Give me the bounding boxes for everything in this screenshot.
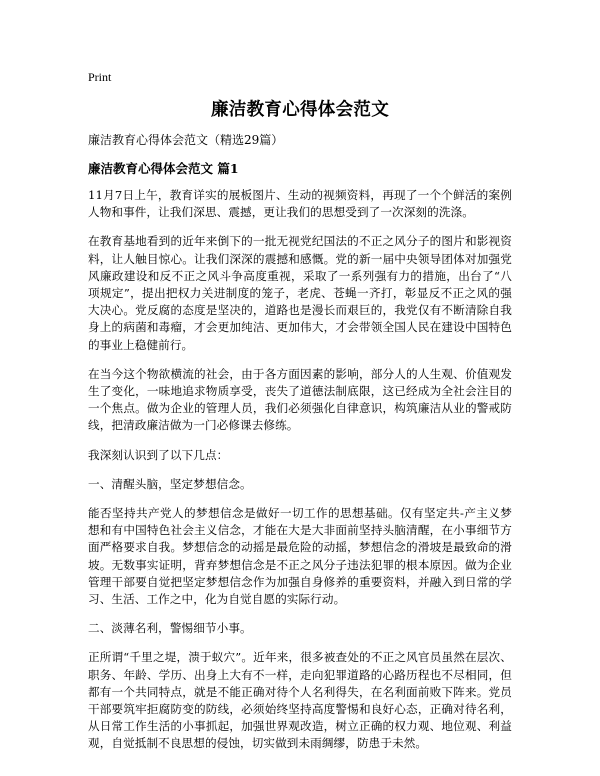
paragraph-point-2: 正所谓“千里之堤，溃于蚁穴”。近年来，很多被查处的不正之风官员虽然在层次、职务、年龄、学历、出身上大有不一样，走向犯罪道路的心路历程也不尽相同，但都有一个共同特点，就是不能正确对待个人名利得失，在名利面前败下阵来。党员干部要筑牢拒腐防变的防线，必须始终坚持高度警惕和良好心态，正确对待名利，从日常工作生活的小事抓起，加强世界观改造，树立正确的权力观、地位观、利益观，自觉抵制不良思想的侵蚀，切实做到未雨绸缪，防患于未然。 — [88, 650, 512, 751]
paragraph-point-1: 能否坚持共产党人的梦想信念是做好一切工作的思想基础。仅有坚定共-产主义梦想和有中国特色社会主义信念，才能在大是大非面前坚持头脑清醒，在小事细节方面严格要求自我。梦想信念的动摇是最危险的动摇，梦想信念的滑坡是最致命的滑坡。无数事实证明，背弃梦想信念是不正之风分子违法犯罪的根本原因。做为企业管理干部要自觉把坚定梦想信念作为加强自身修养的重要资料，并融入到日常的学习、生活、工作之中，化为自觉自愿的实际行动。 — [88, 506, 512, 607]
paragraph-points-intro: 我深刻认识到了以下几点： — [88, 447, 229, 462]
paragraph-education-base: 在教育基地看到的近年来倒下的一批无视党纪国法的不正之风分子的图片和影视资料，让人触目惊心。让我们深深的震撼和感慨。党的新一届中央领导团体对加强党风廉政建设和反不正之风斗争高度重视，采取了一系列强有力的措施，出台了“八项规定”，提出把权力关进制度的笼子，老虎、苍蝇一齐打，彰显反不正之风的强大决心。党反腐的态度是坚决的，道路也是漫长而艰巨的，我党仅有不断清除自我身上的病菌和毒瘤，才会更加纯洁、更加伟大，才会带领全国人民在建设中国特色的事业上稳健前行。 — [88, 234, 512, 352]
paragraph-intro: 11月7日上午，教育详实的展板图片、生动的视频资料，再现了一个个鲜活的案例人物和事件，让我们深思、震撼，更让我们的思想受到了一次深刻的洗涤。 — [88, 188, 512, 220]
print-link[interactable]: Print — [88, 70, 112, 84]
point-heading-2: 二、淡薄名利，警惕细节小事。 — [88, 621, 252, 636]
article-body — [88, 187, 512, 765]
point-heading-1: 一、清醒头脑，坚定梦想信念。 — [88, 476, 252, 491]
document-subtitle: 廉洁教育心得体会范文（精选29篇） — [88, 133, 284, 147]
section-heading: 廉洁教育心得体会范文 篇1 — [88, 161, 239, 176]
document-title: 廉洁教育心得体会范文 — [211, 100, 389, 120]
paragraph-society: 在当今这个物欲横流的社会，由于各方面因素的影响，部分人的人生观、价值观发生了变化，一味地追求物质享受，丧失了道德法制底限，这已经成为全社会注目的一个焦点。做为企业的管理人员，我们必须强化自律意识，构筑廉洁从业的警戒防线，把清政廉洁做为一门必修课去修练。 — [88, 366, 512, 433]
